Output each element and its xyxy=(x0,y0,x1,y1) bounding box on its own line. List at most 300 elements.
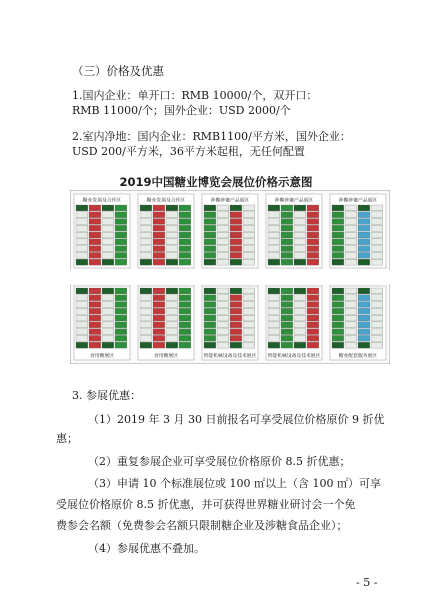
booth-cell xyxy=(358,259,370,265)
booth-cell xyxy=(371,239,383,245)
booth-cell xyxy=(166,252,178,258)
booth-cell xyxy=(102,308,114,314)
booth-cell xyxy=(179,205,191,211)
booth-cell xyxy=(89,212,101,218)
booth-cell xyxy=(243,315,255,321)
booth-cell xyxy=(179,259,191,265)
booth-cell xyxy=(230,246,242,252)
booth-cell xyxy=(358,302,370,308)
booth-cell xyxy=(358,315,370,321)
booth-cell xyxy=(89,315,101,321)
booth-cell xyxy=(268,225,280,231)
booth-cell xyxy=(204,302,216,308)
booth-cell xyxy=(243,302,255,308)
booth-cell xyxy=(268,259,280,265)
booth-cell xyxy=(268,295,280,301)
booth-cell xyxy=(179,252,191,258)
booth-cell xyxy=(307,252,319,258)
booth-cell xyxy=(179,335,191,341)
booth-cell xyxy=(140,219,152,225)
booth-cell xyxy=(179,342,191,348)
booth-cell xyxy=(140,239,152,245)
booth-cell xyxy=(140,259,152,265)
booth-cell xyxy=(89,239,101,245)
booth-cell xyxy=(371,295,383,301)
booth-cell xyxy=(102,295,114,301)
section-heading: （三）价格及优惠 xyxy=(72,64,164,78)
booth-cell xyxy=(358,225,370,231)
booth-cell xyxy=(166,308,178,314)
booth-cell xyxy=(371,212,383,218)
booth-cell xyxy=(371,205,383,211)
booth-cell xyxy=(217,212,229,218)
booth-cell xyxy=(230,322,242,328)
booth-cell xyxy=(76,302,88,308)
booth-cell xyxy=(268,246,280,252)
booth-cell xyxy=(230,288,242,294)
booth-cell xyxy=(179,308,191,314)
booth-cell xyxy=(268,205,280,211)
booth-cell xyxy=(332,308,344,314)
booth-cell xyxy=(268,232,280,238)
booth-cell xyxy=(345,246,357,252)
booth-cell xyxy=(115,322,127,328)
booth-cell xyxy=(358,219,370,225)
booth-cell xyxy=(371,259,383,265)
booth-cell xyxy=(332,225,344,231)
zone-label: 食用糖展区 xyxy=(154,354,178,359)
booth-cell xyxy=(166,212,178,218)
booth-cell xyxy=(281,232,293,238)
booth-cell xyxy=(294,252,306,258)
booth-cell xyxy=(332,302,344,308)
booth-cell xyxy=(294,302,306,308)
booth-cell xyxy=(230,335,242,341)
booth-cell xyxy=(140,342,152,348)
booth-cell xyxy=(294,295,306,301)
booth-cell xyxy=(268,308,280,314)
booth-cell xyxy=(345,232,357,238)
booth-cell xyxy=(332,246,344,252)
booth-cell xyxy=(230,315,242,321)
booth-cell xyxy=(179,239,191,245)
booth-cell xyxy=(230,302,242,308)
booth-cell xyxy=(76,295,88,301)
price-line-1b: RMB 11000/个；国外企业：USD 2000/个 xyxy=(72,104,291,117)
booth-cell xyxy=(179,315,191,321)
booth-cell xyxy=(371,246,383,252)
booth-cell xyxy=(102,239,114,245)
booth-cell xyxy=(76,342,88,348)
booth-cell xyxy=(102,232,114,238)
booth-cell xyxy=(230,252,242,258)
price-line-1a: 1.国内企业：单开口：RMB 10000/个，双开口： xyxy=(72,89,318,102)
booth-cell xyxy=(89,288,101,294)
booth-cell xyxy=(371,252,383,258)
booth-cell xyxy=(358,308,370,314)
booth-cell xyxy=(345,239,357,245)
booth-cell xyxy=(179,219,191,225)
booth-cell xyxy=(243,239,255,245)
booth-cell xyxy=(204,322,216,328)
booth-cell xyxy=(153,302,165,308)
booth-cell xyxy=(230,259,242,265)
booth-cell xyxy=(345,322,357,328)
booth-cell xyxy=(345,288,357,294)
booth-cell xyxy=(243,259,255,265)
booth-cell xyxy=(76,322,88,328)
booth-cell xyxy=(204,342,216,348)
main-aisle xyxy=(70,270,390,284)
booth-cell xyxy=(281,342,293,348)
booth-cell xyxy=(153,288,165,294)
booth-cell xyxy=(371,342,383,348)
booth-cell xyxy=(166,288,178,294)
booth-cell xyxy=(204,239,216,245)
booth-cell xyxy=(281,308,293,314)
booth-cell xyxy=(230,329,242,335)
booth-cell xyxy=(230,205,242,211)
booth-cell xyxy=(166,302,178,308)
booth-cell xyxy=(153,225,165,231)
booth-cell xyxy=(102,322,114,328)
booth-cell xyxy=(76,259,88,265)
booth-cell xyxy=(294,322,306,328)
booth-cell xyxy=(294,335,306,341)
booth-cell xyxy=(89,232,101,238)
discount-item-1b: 惠； xyxy=(56,432,78,445)
floor-plan-title: 2019中国糖业博览会展位价格示意图 xyxy=(119,175,313,189)
booth-cell xyxy=(217,315,229,321)
booth-cell xyxy=(243,308,255,314)
booth-cell xyxy=(204,315,216,321)
zone-label: 涉糖涉蜜产品展区 xyxy=(274,198,314,204)
booth-cell xyxy=(217,239,229,245)
booth-cell xyxy=(204,288,216,294)
booth-cell xyxy=(140,246,152,252)
booth-cell xyxy=(371,232,383,238)
booth-cell xyxy=(294,225,306,231)
booth-cell xyxy=(102,205,114,211)
booth-cell xyxy=(281,252,293,258)
booth-cell xyxy=(115,308,127,314)
booth-cell xyxy=(166,329,178,335)
booth-cell xyxy=(166,219,178,225)
booth-cell xyxy=(243,205,255,211)
discount-item-3c: 费参会名额（免费参会名额只限制糖企业及涉糖食品企业）； xyxy=(56,519,348,532)
booth-cell xyxy=(230,212,242,218)
booth-cell xyxy=(140,212,152,218)
booth-cell xyxy=(153,308,165,314)
booth-cell xyxy=(332,239,344,245)
booth-cell xyxy=(140,302,152,308)
booth-cell xyxy=(371,308,383,314)
booth-cell xyxy=(217,335,229,341)
booth-cell xyxy=(102,329,114,335)
booth-cell xyxy=(204,205,216,211)
booth-cell xyxy=(102,302,114,308)
booth-cell xyxy=(243,342,255,348)
booth-cell xyxy=(76,205,88,211)
booth-cell xyxy=(268,322,280,328)
booth-cell xyxy=(166,239,178,245)
booth-cell xyxy=(294,259,306,265)
booth-cell xyxy=(307,302,319,308)
booth-cell xyxy=(76,239,88,245)
booth-cell xyxy=(307,259,319,265)
booth-cell xyxy=(204,225,216,231)
section3-heading: 3. 参展优惠： xyxy=(72,389,141,402)
booth-cell xyxy=(307,315,319,321)
booth-cell xyxy=(358,335,370,341)
booth-cell xyxy=(153,295,165,301)
booth-cell xyxy=(371,288,383,294)
booth-cell xyxy=(166,315,178,321)
discount-item-1a: （1）2019 年 3 月 30 日前报名可享受展位价格原价 9 折优 xyxy=(88,413,385,426)
zone-label: 食用糖展区 xyxy=(90,354,114,359)
booth-cell xyxy=(294,315,306,321)
booth-cell xyxy=(345,259,357,265)
booth-cell xyxy=(115,302,127,308)
floor-plan-image xyxy=(70,190,390,364)
booth-cell xyxy=(294,239,306,245)
booth-cell xyxy=(281,335,293,341)
booth-cell xyxy=(76,232,88,238)
booth-cell xyxy=(281,239,293,245)
booth-cell xyxy=(307,295,319,301)
booth-cell xyxy=(204,308,216,314)
price-line-2a: 2.室内净地：国内企业：RMB1100/平方米，国外企业： xyxy=(72,130,351,143)
booth-cell xyxy=(115,232,127,238)
booth-cell xyxy=(230,239,242,245)
booth-cell xyxy=(140,225,152,231)
booth-cell xyxy=(307,329,319,335)
booth-cell xyxy=(358,329,370,335)
booth-cell xyxy=(358,295,370,301)
booth-cell xyxy=(358,212,370,218)
booth-cell xyxy=(140,252,152,258)
booth-cell xyxy=(345,205,357,211)
booth-cell xyxy=(345,225,357,231)
booth-cell xyxy=(89,322,101,328)
booth-cell xyxy=(115,205,127,211)
booth-cell xyxy=(115,259,127,265)
booth-cell xyxy=(281,302,293,308)
booth-cell xyxy=(230,225,242,231)
booth-cell xyxy=(371,335,383,341)
booth-cell xyxy=(166,342,178,348)
booth-cell xyxy=(153,205,165,211)
booth-cell xyxy=(76,246,88,252)
booth-cell xyxy=(345,329,357,335)
booth-cell xyxy=(140,315,152,321)
booth-cell xyxy=(307,308,319,314)
booth-cell xyxy=(294,288,306,294)
booth-cell xyxy=(243,322,255,328)
booth-cell xyxy=(153,335,165,341)
booth-cell xyxy=(307,335,319,341)
booth-cell xyxy=(281,212,293,218)
booth-cell xyxy=(89,302,101,308)
booth-cell xyxy=(243,295,255,301)
booth-cell xyxy=(89,335,101,341)
booth-cell xyxy=(217,302,229,308)
booth-cell xyxy=(166,205,178,211)
booth-cell xyxy=(281,225,293,231)
booth-cell xyxy=(243,232,255,238)
booth-cell xyxy=(268,302,280,308)
booth-cell xyxy=(294,219,306,225)
booth-cell xyxy=(153,315,165,321)
booth-cell xyxy=(281,315,293,321)
booth-cell xyxy=(243,212,255,218)
booth-cell xyxy=(115,315,127,321)
booth-cell xyxy=(115,342,127,348)
booth-cell xyxy=(140,322,152,328)
booth-cell xyxy=(115,239,127,245)
booth-cell xyxy=(153,342,165,348)
discount-item-4: （4）参展优惠不叠加。 xyxy=(88,542,205,555)
booth-cell xyxy=(268,288,280,294)
booth-cell xyxy=(358,205,370,211)
booth-cell xyxy=(307,246,319,252)
booth-cell xyxy=(358,342,370,348)
booth-cell xyxy=(345,335,357,341)
booth-cell xyxy=(115,219,127,225)
booth-cell xyxy=(217,322,229,328)
booth-cell xyxy=(153,246,165,252)
zone-label: 糖业配套服务展区 xyxy=(338,354,378,359)
discount-item-3a: （3）申请 10 个标准展位或 100 ㎡以上（含 100 ㎡）可享 xyxy=(88,477,381,490)
booth-cell xyxy=(153,259,165,265)
booth-cell xyxy=(217,225,229,231)
booth-cell xyxy=(307,232,319,238)
booth-cell xyxy=(358,322,370,328)
booth-cell xyxy=(294,212,306,218)
booth-cell xyxy=(179,288,191,294)
booth-cell xyxy=(140,232,152,238)
booth-cell xyxy=(307,225,319,231)
booth-cell xyxy=(76,288,88,294)
booth-cell xyxy=(307,288,319,294)
booth-cell xyxy=(115,246,127,252)
booth-cell xyxy=(268,239,280,245)
booth-cell xyxy=(230,342,242,348)
booth-cell xyxy=(76,308,88,314)
booth-cell xyxy=(140,335,152,341)
booth-cell xyxy=(89,329,101,335)
discount-item-2: （2）重复参展企业可享受展位价格原价 8.5 折优惠； xyxy=(88,455,351,468)
booth-cell xyxy=(345,308,357,314)
booth-cell xyxy=(217,329,229,335)
booth-cell xyxy=(217,205,229,211)
booth-cell xyxy=(345,302,357,308)
booth-cell xyxy=(140,205,152,211)
booth-cell xyxy=(243,219,255,225)
price-line-2b: USD 200/平方米，36平方米起租，无任何配置 xyxy=(72,145,305,158)
booth-cell xyxy=(217,342,229,348)
booth-cell xyxy=(179,246,191,252)
zone-label: 涉糖涉蜜产品展区 xyxy=(210,198,250,204)
booth-cell xyxy=(166,232,178,238)
booth-cell xyxy=(217,259,229,265)
booth-cell xyxy=(332,329,344,335)
booth-cell xyxy=(358,246,370,252)
booth-cell xyxy=(217,308,229,314)
booth-cell xyxy=(204,295,216,301)
booth-cell xyxy=(179,232,191,238)
booth-cell xyxy=(179,295,191,301)
booth-cell xyxy=(115,252,127,258)
booth-cell xyxy=(102,212,114,218)
booth-cell xyxy=(153,219,165,225)
booth-cell xyxy=(332,219,344,225)
booth-cell xyxy=(281,329,293,335)
booth-cell xyxy=(243,246,255,252)
booth-cell xyxy=(332,252,344,258)
booth-cell xyxy=(294,342,306,348)
booth-cell xyxy=(102,342,114,348)
booth-cell xyxy=(332,288,344,294)
booth-cell xyxy=(204,219,216,225)
booth-cell xyxy=(345,295,357,301)
booth-cell xyxy=(140,295,152,301)
booth-cell xyxy=(307,342,319,348)
booth-cell xyxy=(243,288,255,294)
booth-cell xyxy=(204,329,216,335)
booth-cell xyxy=(115,329,127,335)
booth-cell xyxy=(307,219,319,225)
booth-cell xyxy=(166,225,178,231)
booth-cell xyxy=(166,322,178,328)
booth-cell xyxy=(217,252,229,258)
booth-cell xyxy=(102,246,114,252)
booth-cell xyxy=(166,259,178,265)
booth-cell xyxy=(307,205,319,211)
booth-cell xyxy=(102,288,114,294)
booth-cell xyxy=(115,288,127,294)
booth-cell xyxy=(332,342,344,348)
booth-cell xyxy=(102,225,114,231)
booth-cell xyxy=(371,329,383,335)
page-number: - 5 - xyxy=(356,576,378,589)
booth-cell xyxy=(89,205,101,211)
booth-cell xyxy=(230,232,242,238)
booth-cell xyxy=(332,322,344,328)
booth-cell xyxy=(332,232,344,238)
booth-cell xyxy=(294,205,306,211)
booth-cell xyxy=(102,259,114,265)
booth-cell xyxy=(204,246,216,252)
booth-cell xyxy=(140,308,152,314)
booth-cell xyxy=(268,219,280,225)
booth-cell xyxy=(102,315,114,321)
booth-cell xyxy=(166,246,178,252)
zone-label: 智能机械设备及技术展区 xyxy=(267,354,321,359)
booth-cell xyxy=(230,295,242,301)
booth-cell xyxy=(153,322,165,328)
booth-cell xyxy=(281,246,293,252)
booth-cell xyxy=(204,335,216,341)
booth-cell xyxy=(76,219,88,225)
booth-cell xyxy=(166,335,178,341)
booth-cell xyxy=(153,252,165,258)
booth-cell xyxy=(281,322,293,328)
booth-cell xyxy=(204,232,216,238)
booth-cell xyxy=(217,219,229,225)
booth-cell xyxy=(89,219,101,225)
booth-cell xyxy=(332,335,344,341)
